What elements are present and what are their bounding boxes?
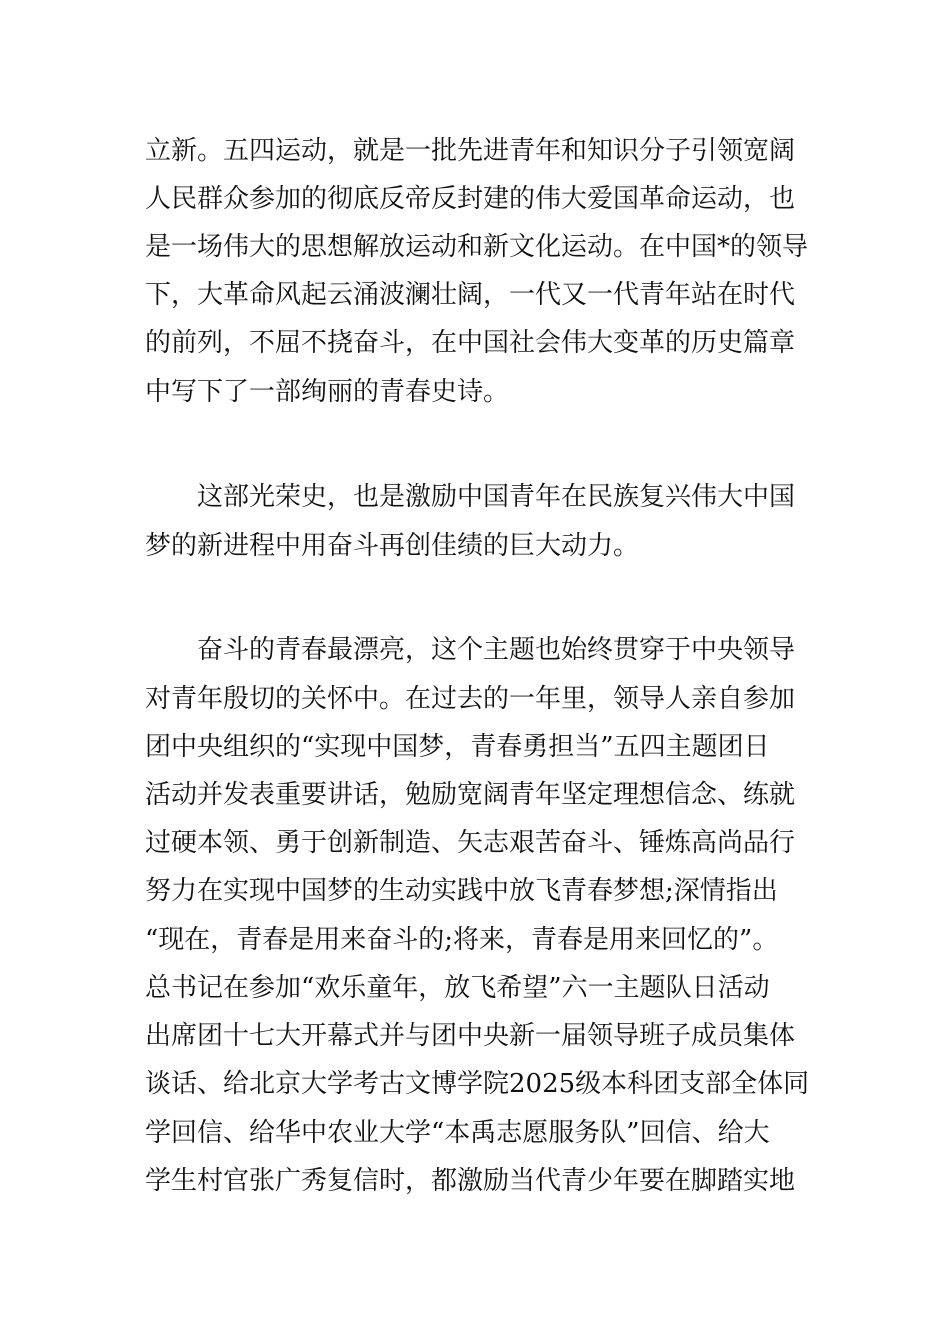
text-line: 学回信、给华中农业大学“本禹志愿服务队”回信、给大 — [145, 1118, 770, 1148]
text-line: 的前列，不屈不挠奋斗，在中国社会伟大变革的历史篇章 — [145, 328, 796, 358]
text-line: 是一场伟大的思想解放运动和新文化运动。在中国*的领导 — [145, 232, 809, 262]
text-line: 过硬本领、勇于创新制造、矢志艰苦奋斗、锤炼高尚品行 — [145, 828, 796, 858]
text-line: 人民群众参加的彻底反帝反封建的伟大爱国革命运动，也 — [145, 184, 796, 214]
text-line: 努力在实现中国梦的生动实践中放飞青春梦想;深情指出 — [145, 876, 778, 906]
text-line: 中写下了一部绚丽的青春史诗。 — [145, 377, 510, 407]
text-line: 活动并发表重要讲话，勉励宽阔青年坚定理想信念、练就 — [145, 780, 796, 810]
text-line: 出席团十七大开幕式并与团中央新一届领导班子成员集体 — [145, 1021, 796, 1051]
text-line: 学生村官张广秀复信时，都激励当代青少年要在脚踏实地 — [145, 1166, 796, 1196]
text-line: 对青年殷切的关怀中。在过去的一年里，领导人亲自参加 — [145, 684, 796, 714]
text-line: 总书记在参加“欢乐童年，放飞希望”六一主题队日活动 — [145, 973, 770, 1003]
text-line: 梦的新进程中用奋斗再创佳绩的巨大动力。 — [145, 531, 640, 561]
text-line: 立新。五四运动，就是一批先进青年和知识分子引领宽阔 — [145, 136, 796, 166]
text-line: 谈话、给北京大学考古文博学院2025级本科团支部全体同 — [145, 1069, 810, 1099]
text-line: 团中央组织的“实现中国梦，青春勇担当”五四主题团日 — [145, 732, 770, 762]
text-line: 这部光荣史，也是激励中国青年在民族复兴伟大中国 — [197, 482, 796, 512]
text-line: 下，大革命风起云涌波澜壮阔，一代又一代青年站在时代 — [145, 280, 796, 310]
text-line: 奋斗的青春最漂亮，这个主题也始终贯穿于中央领导 — [197, 635, 796, 665]
text-line: “现在，青春是用来奋斗的;将来，青春是用来回忆的”。 — [145, 925, 779, 955]
